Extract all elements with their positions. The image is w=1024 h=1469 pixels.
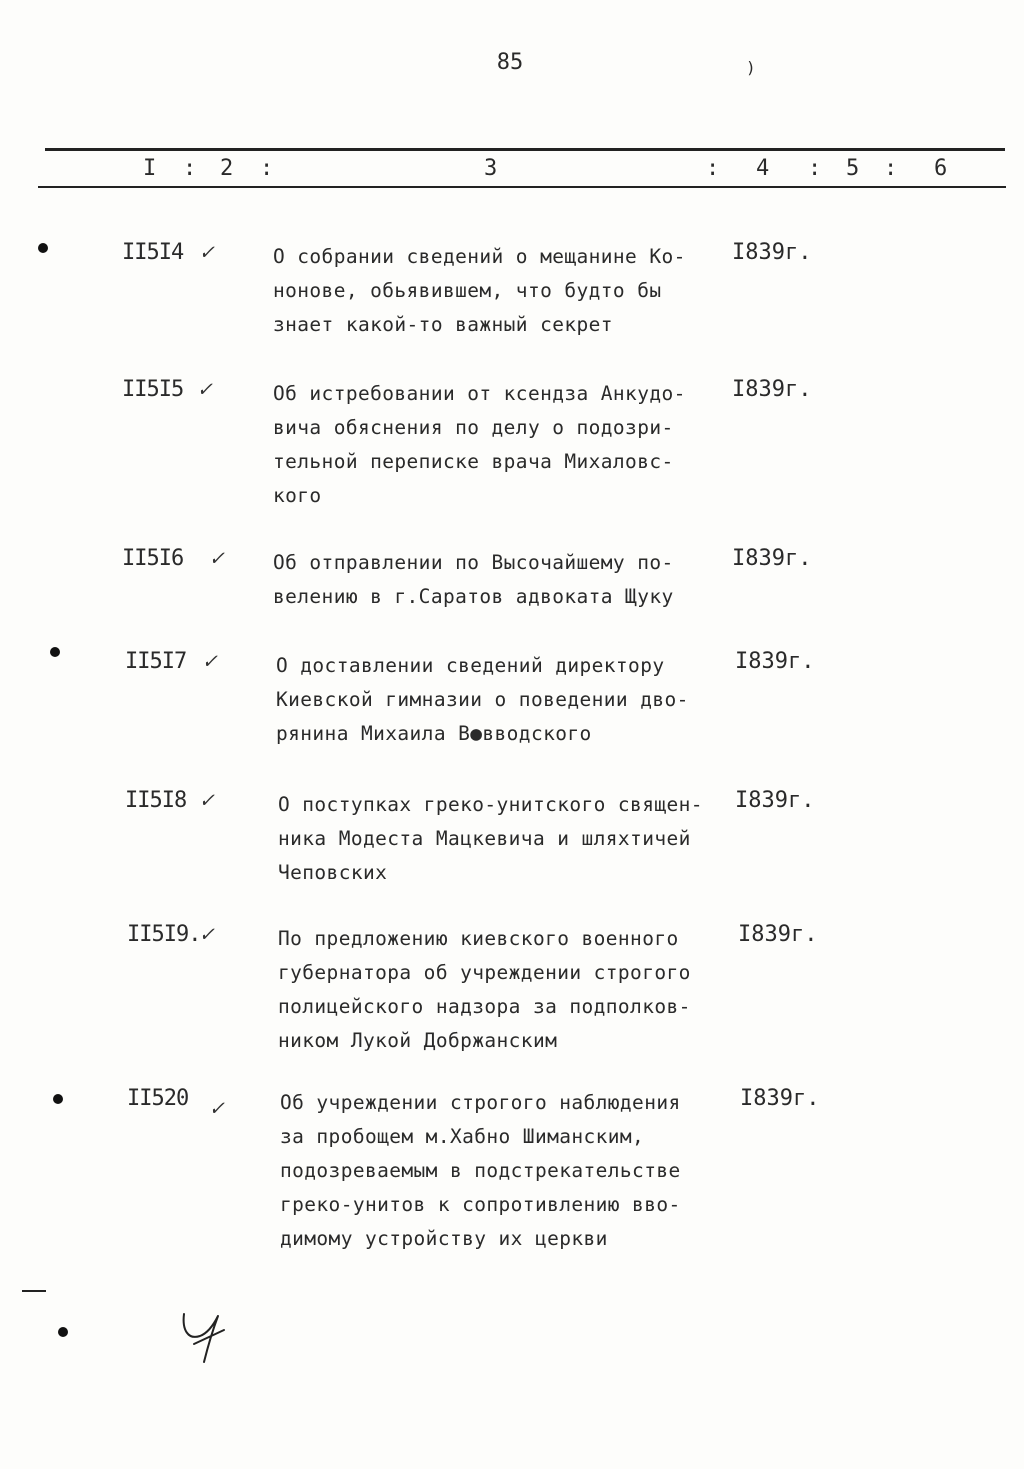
entry-title: Об учреждении строгого наблюдения за пробощем м.Хабно Шиманским, подозреваемым в подстрекательстве греко-унитов к сопротивлению вво- димому устройству их церкви <box>280 1091 681 1250</box>
entry-number: II5I5 <box>122 377 184 402</box>
entry-title: О собрании сведений о мещанине Ко- нонове, обьявившем, что будто бы знает какой-то важный секрет <box>273 245 686 336</box>
check-mark-icon: ✓ <box>203 649 217 674</box>
handwritten-signature <box>178 1308 228 1364</box>
entry-title: О доставлении сведений директору Киевской гимназии о поведении дво- рянина Михаила В●вводского <box>276 654 689 745</box>
entry-title: По предложению киевского военного губернатора об учреждении строгого полицейского надзора за подполков- ником Лукой Добржанским <box>278 927 691 1052</box>
header-rule-top <box>45 148 1005 151</box>
margin-dash <box>22 1290 46 1292</box>
entry-year: I839г. <box>732 377 812 402</box>
entry-number: II5I6 <box>122 546 184 571</box>
punch-hole-dot-icon <box>38 243 48 253</box>
entry-year: I839г. <box>738 922 818 947</box>
column-header <box>0 156 1024 184</box>
header-sep-1: : <box>183 156 197 181</box>
header-col-4: 4 <box>756 156 770 181</box>
check-mark-icon: ✓ <box>210 1096 224 1121</box>
entry-year: I839г. <box>732 240 812 265</box>
header-col-3: 3 <box>484 156 498 181</box>
entry-number: II5I4 <box>122 240 184 265</box>
punch-hole-dot-icon <box>58 1327 68 1337</box>
page-corner-mark: ) <box>746 58 756 77</box>
header-col-6: 6 <box>934 156 948 181</box>
check-mark-icon: ✓ <box>198 377 212 402</box>
page-number: 85 <box>496 50 524 75</box>
entry-number: II5I7 <box>125 649 187 674</box>
entry-year: I839г. <box>735 788 815 813</box>
entry-year: I839г. <box>735 649 815 674</box>
entry-number: II5I9. <box>127 922 201 947</box>
punch-hole-dot-icon <box>53 1094 63 1104</box>
check-mark-icon: ✓ <box>200 240 214 265</box>
entry-year: I839г. <box>740 1086 820 1111</box>
header-rule-bottom <box>38 186 1006 188</box>
header-sep-2: : <box>260 156 274 181</box>
punch-hole-dot-icon <box>50 647 60 657</box>
header-col-1: I <box>143 156 157 181</box>
entry-title: Об истребовании от ксендза Анкудо- вича обяснения по делу о подозри- тельной переписке врача Михаловс- кого <box>273 382 686 507</box>
entry-number: II5I8 <box>125 788 187 813</box>
entry-year: I839г. <box>732 546 812 571</box>
header-sep-4: : <box>808 156 822 181</box>
entry-title: Об отправлении по Высочайшему по- велению в г.Саратов адвоката Щуку <box>273 551 674 608</box>
header-sep-5: : <box>884 156 898 181</box>
entry-title: О поступках греко-унитского священ- ника Модеста Мацкевича и шляхтичей Чеповских <box>278 793 703 884</box>
header-col-2: 2 <box>220 156 234 181</box>
header-col-5: 5 <box>846 156 860 181</box>
header-sep-3: : <box>706 156 720 181</box>
check-mark-icon: ✓ <box>200 788 214 813</box>
check-mark-icon: ✓ <box>210 546 224 571</box>
check-mark-icon: ✓ <box>200 922 214 947</box>
entry-number: II520 <box>127 1086 189 1111</box>
